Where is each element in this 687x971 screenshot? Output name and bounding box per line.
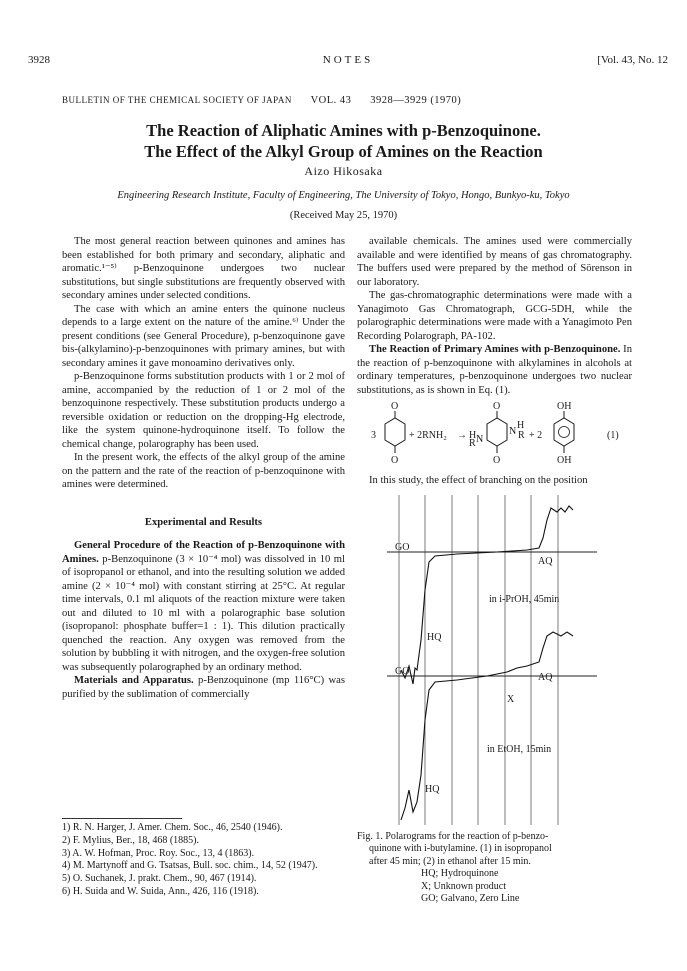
quinone-ring	[385, 418, 405, 446]
paragraph-heading: The Reaction of Primary Amines with p-Benzoquinone.	[369, 344, 621, 355]
legend-item: HQ; Hydroquinone	[421, 868, 499, 880]
paragraph: The most general reaction between quinones and amines has been established for both primary and secondary, aliphatic and aromatic.¹⁻⁵⁾ p-Benzoquinone undergoes two nuclear substitutions, but single substitutions are frequently observed with secondary amines under selected conditions.	[62, 236, 345, 301]
journal-volume: VOL. 43	[310, 95, 352, 106]
reference-item: 1) R. N. Harger, J. Amer. Chem. Soc., 46, 2540 (1946).	[62, 822, 283, 833]
paragraph: The gas-chromatographic determinations were made with a Yanagimoto Gas Chromatograph, GCG-5DH, while the polarographic determinations were made with a Yanagimoto Pen Recording Polarograph, PA-102.	[357, 290, 632, 342]
label-hq: HQ	[425, 784, 440, 795]
hydrogen-atom: H	[469, 430, 477, 441]
caption-line: quinone with i-butylamine. (1) in isopropanol	[369, 843, 552, 855]
volume-label: [Vol. 43, No. 12	[597, 54, 668, 66]
paragraph: available chemicals. The amines used were commercially available and were identified by means of gas chromatography. The buffers used were prepared by the method of Sörenson in our laboratory.	[357, 236, 632, 288]
paragraph	[62, 674, 345, 701]
trace-2-label: in EtOH, 15min	[487, 744, 552, 755]
nitrogen-atom: N	[509, 426, 517, 437]
paragraph-body: p-Benzoquinone (mp 116°C) was purified by the sublimation of commercially	[62, 675, 345, 700]
journal-name: BULLETIN OF THE CHEMICAL SOCIETY OF JAPAN	[62, 95, 292, 105]
equation-reagent: + 2RNH₂	[409, 430, 447, 441]
reference-item: 5) O. Suchanek, J. prakt. Chem., 90, 467 (1914).	[62, 873, 257, 885]
polarogram-figure	[357, 490, 632, 830]
reference-item: 3) A. W. Hofman, Proc. Roy. Soc., 13, 4 (1863).	[62, 847, 255, 859]
equation-number: (1)	[607, 430, 619, 441]
oxygen-atom: O	[493, 401, 501, 412]
oxygen-atom: O	[493, 455, 501, 466]
paragraph: The case with which an amine enters the quinone nucleus depends to a large extent on the nature of the amine.⁶⁾ Under the present conditions (see General Procedure), p-benzoquinone gave bis-(alkylamino)-p-benzoquinones with primary amines, but with secondary amines it gave monoamino derivatives only.	[62, 303, 345, 369]
alkyl-group: R	[518, 430, 525, 441]
figure-caption	[357, 831, 622, 905]
legend-item: X; Unknown product	[421, 880, 506, 892]
caption-line: Fig. 1. Polarograms for the reaction of p-benzo-	[357, 831, 549, 842]
paper-title-line1: The Reaction of Aliphatic Amines with p-Benzoquinone.	[146, 121, 541, 140]
paragraph: In the present work, the effects of the alkyl group of the amine on the pattern and the rate of the reaction of p-benzoquinone with amines were determined.	[62, 452, 345, 490]
footnote-rule	[62, 818, 182, 819]
aromatic-circle	[559, 427, 570, 438]
label-go: GO	[395, 542, 410, 553]
trace-1-label: in i-PrOH, 45min	[489, 594, 560, 605]
right-column	[357, 235, 632, 397]
affiliation: Engineering Research Institute, Faculty of Engineering, The University of Tokyo, Hongo, Bunkyo-ku, Tokyo	[117, 190, 570, 201]
nitrogen-atom: N	[476, 434, 484, 445]
label-aq: AQ	[538, 672, 553, 683]
journal-pages: 3928—3929 (1970)	[370, 95, 462, 106]
paragraph	[357, 474, 632, 488]
paragraph-body: In the reaction of p-benzoquinone with alkylamines in alcohols at ordinary temperatures, p-benzoquinone undergoes two nuclear substitutions, as is shown in Eq. (1).	[357, 344, 632, 396]
reference-item: 6) H. Suida and W. Suida, Ann., 426, 116 (1918).	[62, 885, 259, 897]
left-column	[62, 235, 345, 701]
paragraph-heading: Materials and Apparatus.	[74, 675, 194, 686]
caption-line: after 45 min; (2) in ethanol after 15 min.	[369, 855, 531, 867]
journal-line	[62, 95, 461, 106]
oxygen-atom: O	[391, 455, 399, 466]
paragraph-heading: General Procedure of the Reaction of p-Benzoquinone with Amines.	[62, 540, 345, 565]
legend-item: GO; Galvano, Zero Line	[421, 893, 520, 905]
label-aq: AQ	[538, 556, 553, 567]
paragraph	[62, 539, 345, 674]
page-number: 3928	[28, 54, 50, 66]
product-ring	[487, 418, 507, 446]
reference-item: 2) F. Mylius, Ber., 18, 468 (1885).	[62, 834, 199, 846]
oxygen-atom: O	[391, 401, 399, 412]
received-date: (Received May 25, 1970)	[289, 210, 398, 221]
hydroquinone-ring	[554, 418, 574, 446]
equation-coefficient: + 2	[529, 430, 543, 441]
paragraph-body: In this study, the effect of branching on the position	[369, 475, 588, 486]
paragraph: p-Benzoquinone forms substitution products with 1 or 2 mol of amine, accompanied by the reduction of 1 or 2 mol of the benzoquinone respectively. These substitution products undergo a reversible oxidation or reduction on the dropping-Hg electrode, like the system quinone-hydroquinone itself. To follow the chemical change, polarography has been used.	[62, 371, 345, 450]
vertical-gridlines	[399, 495, 558, 825]
paragraph-body: p-Benzoquinone (3 × 10⁻⁴ mol) was dissolved in 10 ml of isopropanol or ethanol, and into the resulting solution we added amine (2 × 10⁻⁴ mol) with constant stirring at 25°C. At regular time intervals, 0.1 ml aliquots of the reaction mixture were taken out and diluted to 10 ml with a polarographic base solution (isopropanol: phosphate buffer=1 : 1). This dilution practically quenched the reaction. Any oxygen was removed from the solution by bubbling it with nitrogen, and the oxygen-free solution was subsequently polarographed by an ordinary method.	[62, 553, 345, 673]
hydroxyl-group: OH	[557, 455, 572, 466]
paper-title-line2: The Effect of the Alkyl Group of Amines on the Reaction	[144, 142, 543, 161]
section-heading: Experimental and Results	[144, 516, 263, 528]
equation-coefficient: 3	[371, 430, 376, 441]
hydrogen-atom: H	[517, 420, 525, 431]
reaction-equation	[357, 400, 632, 468]
alkyl-group: R	[469, 438, 476, 449]
author: Aizo Hikosaka	[304, 164, 383, 178]
hydroxyl-group: OH	[557, 401, 572, 412]
section-label: NOTES	[322, 54, 374, 66]
references	[62, 818, 345, 899]
label-hq: HQ	[427, 632, 442, 643]
label-go: GO	[395, 666, 410, 677]
paragraph	[357, 343, 632, 397]
reaction-arrow: →	[457, 430, 467, 441]
reference-item: 4) M. Martynoff and G. Tsatsas, Bull. soc. chim., 14, 52 (1947).	[62, 860, 318, 872]
label-x: X	[507, 694, 515, 705]
